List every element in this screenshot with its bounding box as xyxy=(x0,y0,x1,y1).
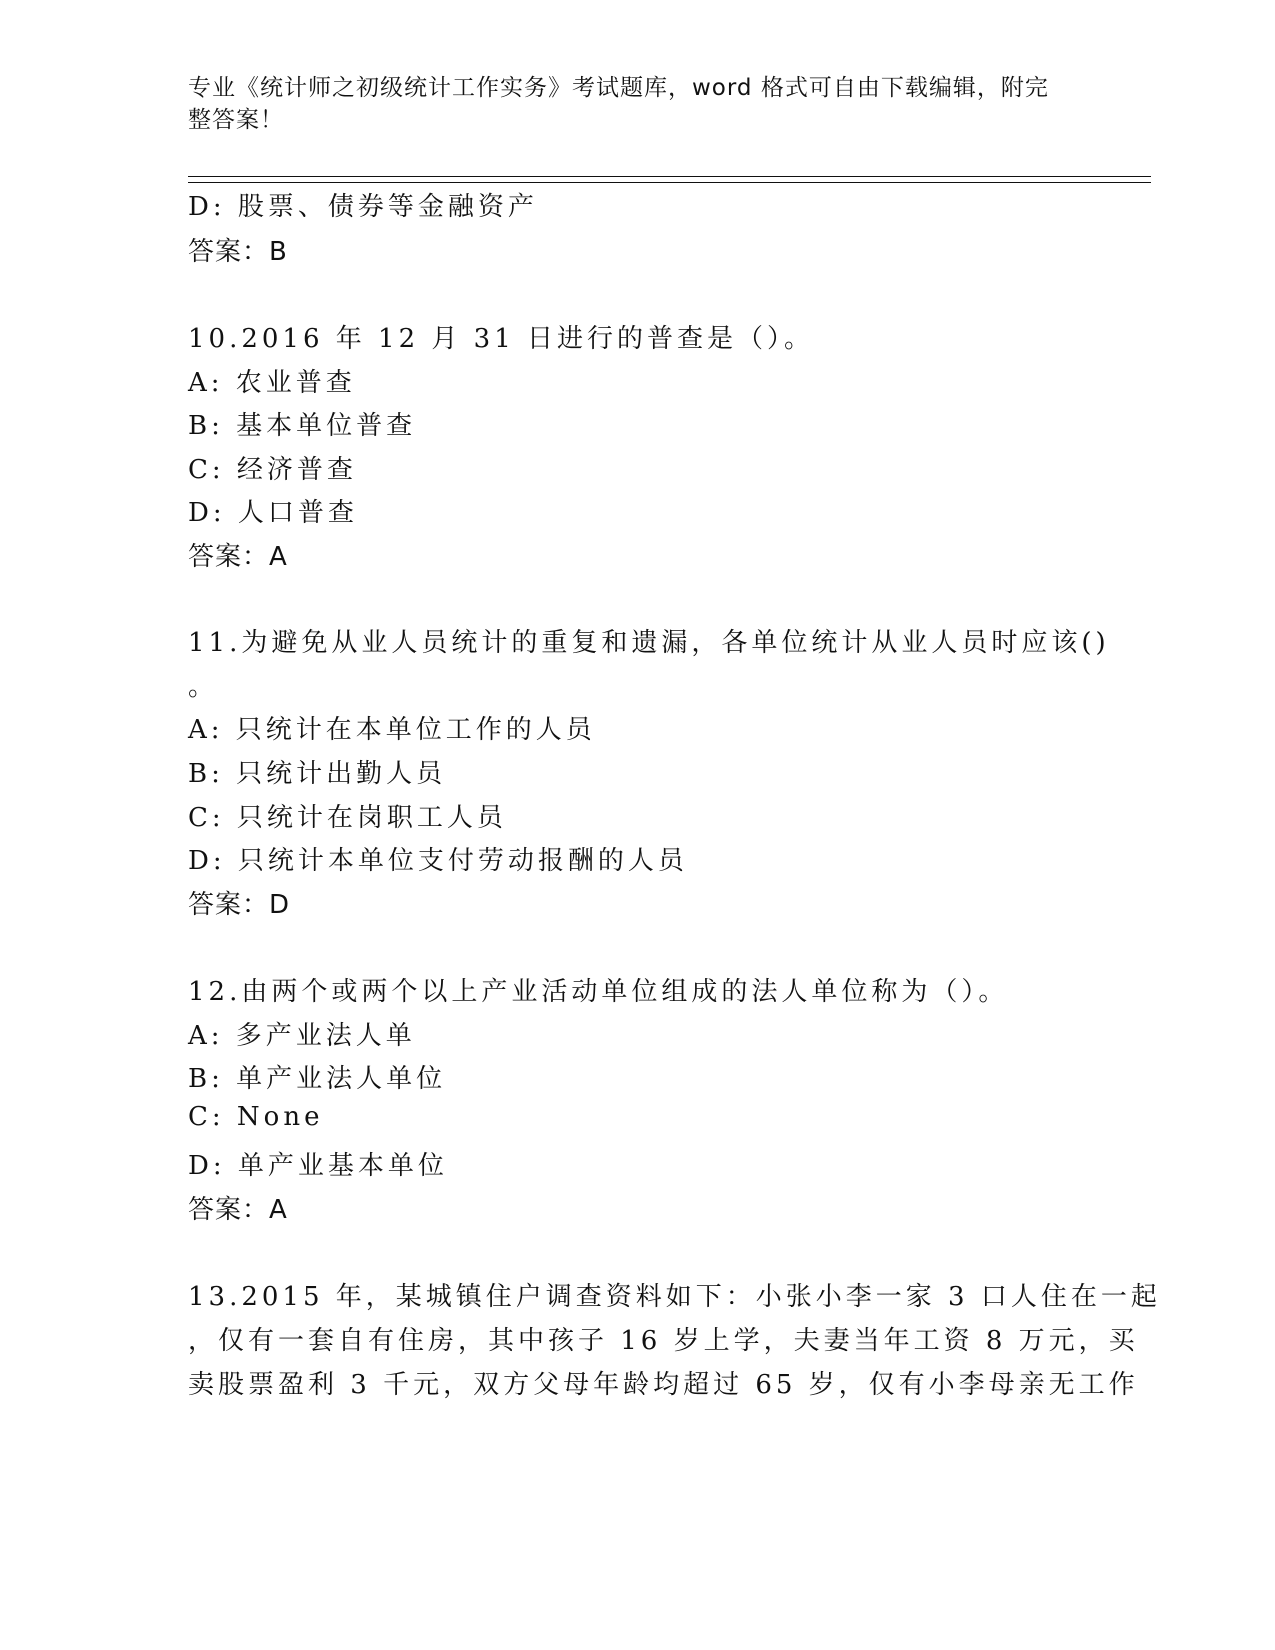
q12-option-b: B: 单产业法人单位 xyxy=(188,1064,447,1094)
q12-option-a: A: 多产业法人单 xyxy=(188,1021,416,1051)
q10-question: 10.2016 年 12 月 31 日进行的普查是（）。 xyxy=(188,324,815,354)
q12-option-c: C: None xyxy=(188,1102,324,1132)
q13-line-2: ，仅有一套自有住房，其中孩子 16 岁上学，夫妻当年工资 8 万元，买 xyxy=(188,1326,1139,1356)
q11-question-line-2: 。 xyxy=(188,672,219,702)
q10-option-c: C: 经济普查 xyxy=(188,455,357,485)
header-title-line-1: 专业《统计师之初级统计工作实务》考试题库，word 格式可自由下载编辑，附完 xyxy=(188,75,1049,101)
document-header xyxy=(188,72,1088,136)
q10-option-a: A: 农业普查 xyxy=(188,368,356,398)
q11-option-c: C: 只统计在岗职工人员 xyxy=(188,803,507,833)
q10-option-b: B: 基本单位普查 xyxy=(188,411,417,441)
q11-option-b: B: 只统计出勤人员 xyxy=(188,759,447,789)
q13-line-3: 卖股票盈利 3 千元，双方父母年龄均超过 65 岁，仅有小李母亲无工作 xyxy=(188,1370,1139,1400)
q11-option-a: A: 只统计在本单位工作的人员 xyxy=(188,715,596,745)
q13-line-1: 13.2015 年，某城镇住户调查资料如下：小张小李一家 3 口人住在一起 xyxy=(188,1282,1161,1312)
q10-option-d: D: 人口普查 xyxy=(188,498,358,528)
q12-answer: 答案：A xyxy=(188,1195,288,1225)
header-divider-bottom xyxy=(188,182,1151,183)
q11-answer: 答案：D xyxy=(188,890,291,920)
q12-question: 12.由两个或两个以上产业活动单位组成的法人单位称为（）。 xyxy=(188,977,1009,1007)
prev-answer: 答案：B xyxy=(188,237,288,267)
q11-option-d: D: 只统计本单位支付劳动报酬的人员 xyxy=(188,846,688,876)
q11-question-line-1: 11.为避免从业人员统计的重复和遗漏，各单位统计从业人员时应该() xyxy=(188,628,1110,658)
prev-option-d: D: 股票、债券等金融资产 xyxy=(188,192,538,222)
header-title-line-2: 整答案！ xyxy=(188,107,284,133)
header-divider-top xyxy=(188,176,1151,177)
q10-answer: 答案：A xyxy=(188,542,288,572)
q12-option-d: D: 单产业基本单位 xyxy=(188,1151,448,1181)
